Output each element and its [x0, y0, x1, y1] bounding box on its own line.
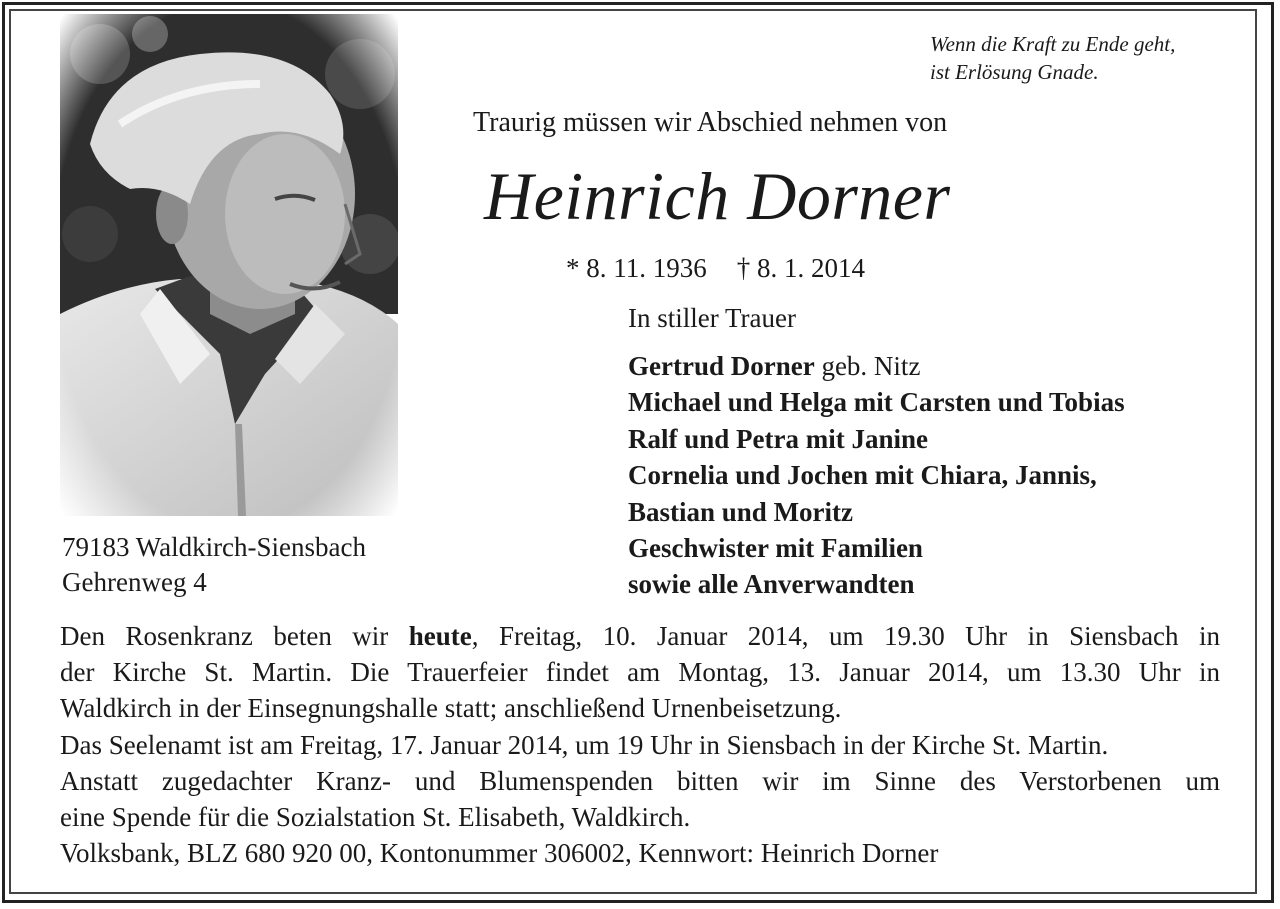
motto-line-2: ist Erlösung Gnade.: [930, 60, 1099, 84]
mourner-line: Ralf und Petra mit Janine: [628, 423, 928, 454]
mourner-line: Michael und Helga mit Carsten und Tobias: [628, 387, 1125, 418]
intro-text: Traurig müssen wir Abschied nehmen von: [473, 107, 948, 138]
mourner-line: Bastian und Moritz: [628, 496, 854, 527]
death-date: † 8. 1. 2014: [736, 253, 865, 283]
body-line-7: Volksbank, BLZ 680 920 00, Kontonummer 306002, Kennwort: Heinrich Dorner: [60, 838, 939, 869]
family-address: [62, 530, 366, 600]
body-line-5: Anstatt zugedachter Kranz- und Blumenspenden bitten wir im Sinne des Verstorbenen um: [60, 765, 1220, 796]
widow-name: Gertrud Dorner: [628, 351, 815, 381]
body-line-4: Das Seelenamt ist am Freitag, 17. Januar 2014, um 19 Uhr in Siensbach in der Kirche St. Martin.: [60, 729, 1109, 760]
mourner-line: Cornelia und Jochen mit Chiara, Jannis,: [628, 460, 1097, 491]
deceased-name: Heinrich Dorner: [484, 158, 951, 234]
widow-maiden-name: geb. Nitz: [814, 351, 921, 381]
mourner-line: Geschwister mit Familien: [628, 533, 923, 564]
body-text-fragment: , Freitag, 10. Januar 2014, um 19.30 Uhr in Siensbach in: [471, 621, 1221, 651]
address-street: Gehrenweg 4: [62, 567, 207, 597]
body-line-1: [60, 618, 1220, 654]
birth-date: * 8. 11. 1936: [566, 253, 707, 283]
mourners-list: [628, 348, 1125, 603]
body-line-6: eine Spende für die Sozialstation St. Elisabeth, Waldkirch.: [60, 802, 691, 833]
portrait-photo: [60, 14, 398, 516]
body-bold-today: heute: [408, 621, 472, 651]
mourner-line: sowie alle Anverwandten: [628, 569, 915, 600]
service-details: [60, 618, 1220, 871]
body-text-fragment: Den Rosenkranz beten wir: [60, 621, 409, 651]
body-line-3: Waldkirch in der Einsegnungshalle statt; anschließend Urnenbeisetzung.: [60, 693, 842, 724]
address-city: 79183 Waldkirch-Siensbach: [62, 532, 367, 562]
mourner-widow: [628, 348, 1125, 384]
motto-line-1: Wenn die Kraft zu Ende geht,: [930, 32, 1176, 56]
motto-quote: [930, 30, 1175, 86]
body-line-2: der Kirche St. Martin. Die Trauerfeier findet am Montag, 13. Januar 2014, um 13.30 Uhr in: [60, 657, 1220, 688]
in-stiller-trauer: In stiller Trauer: [628, 303, 796, 333]
life-dates: [566, 253, 865, 284]
